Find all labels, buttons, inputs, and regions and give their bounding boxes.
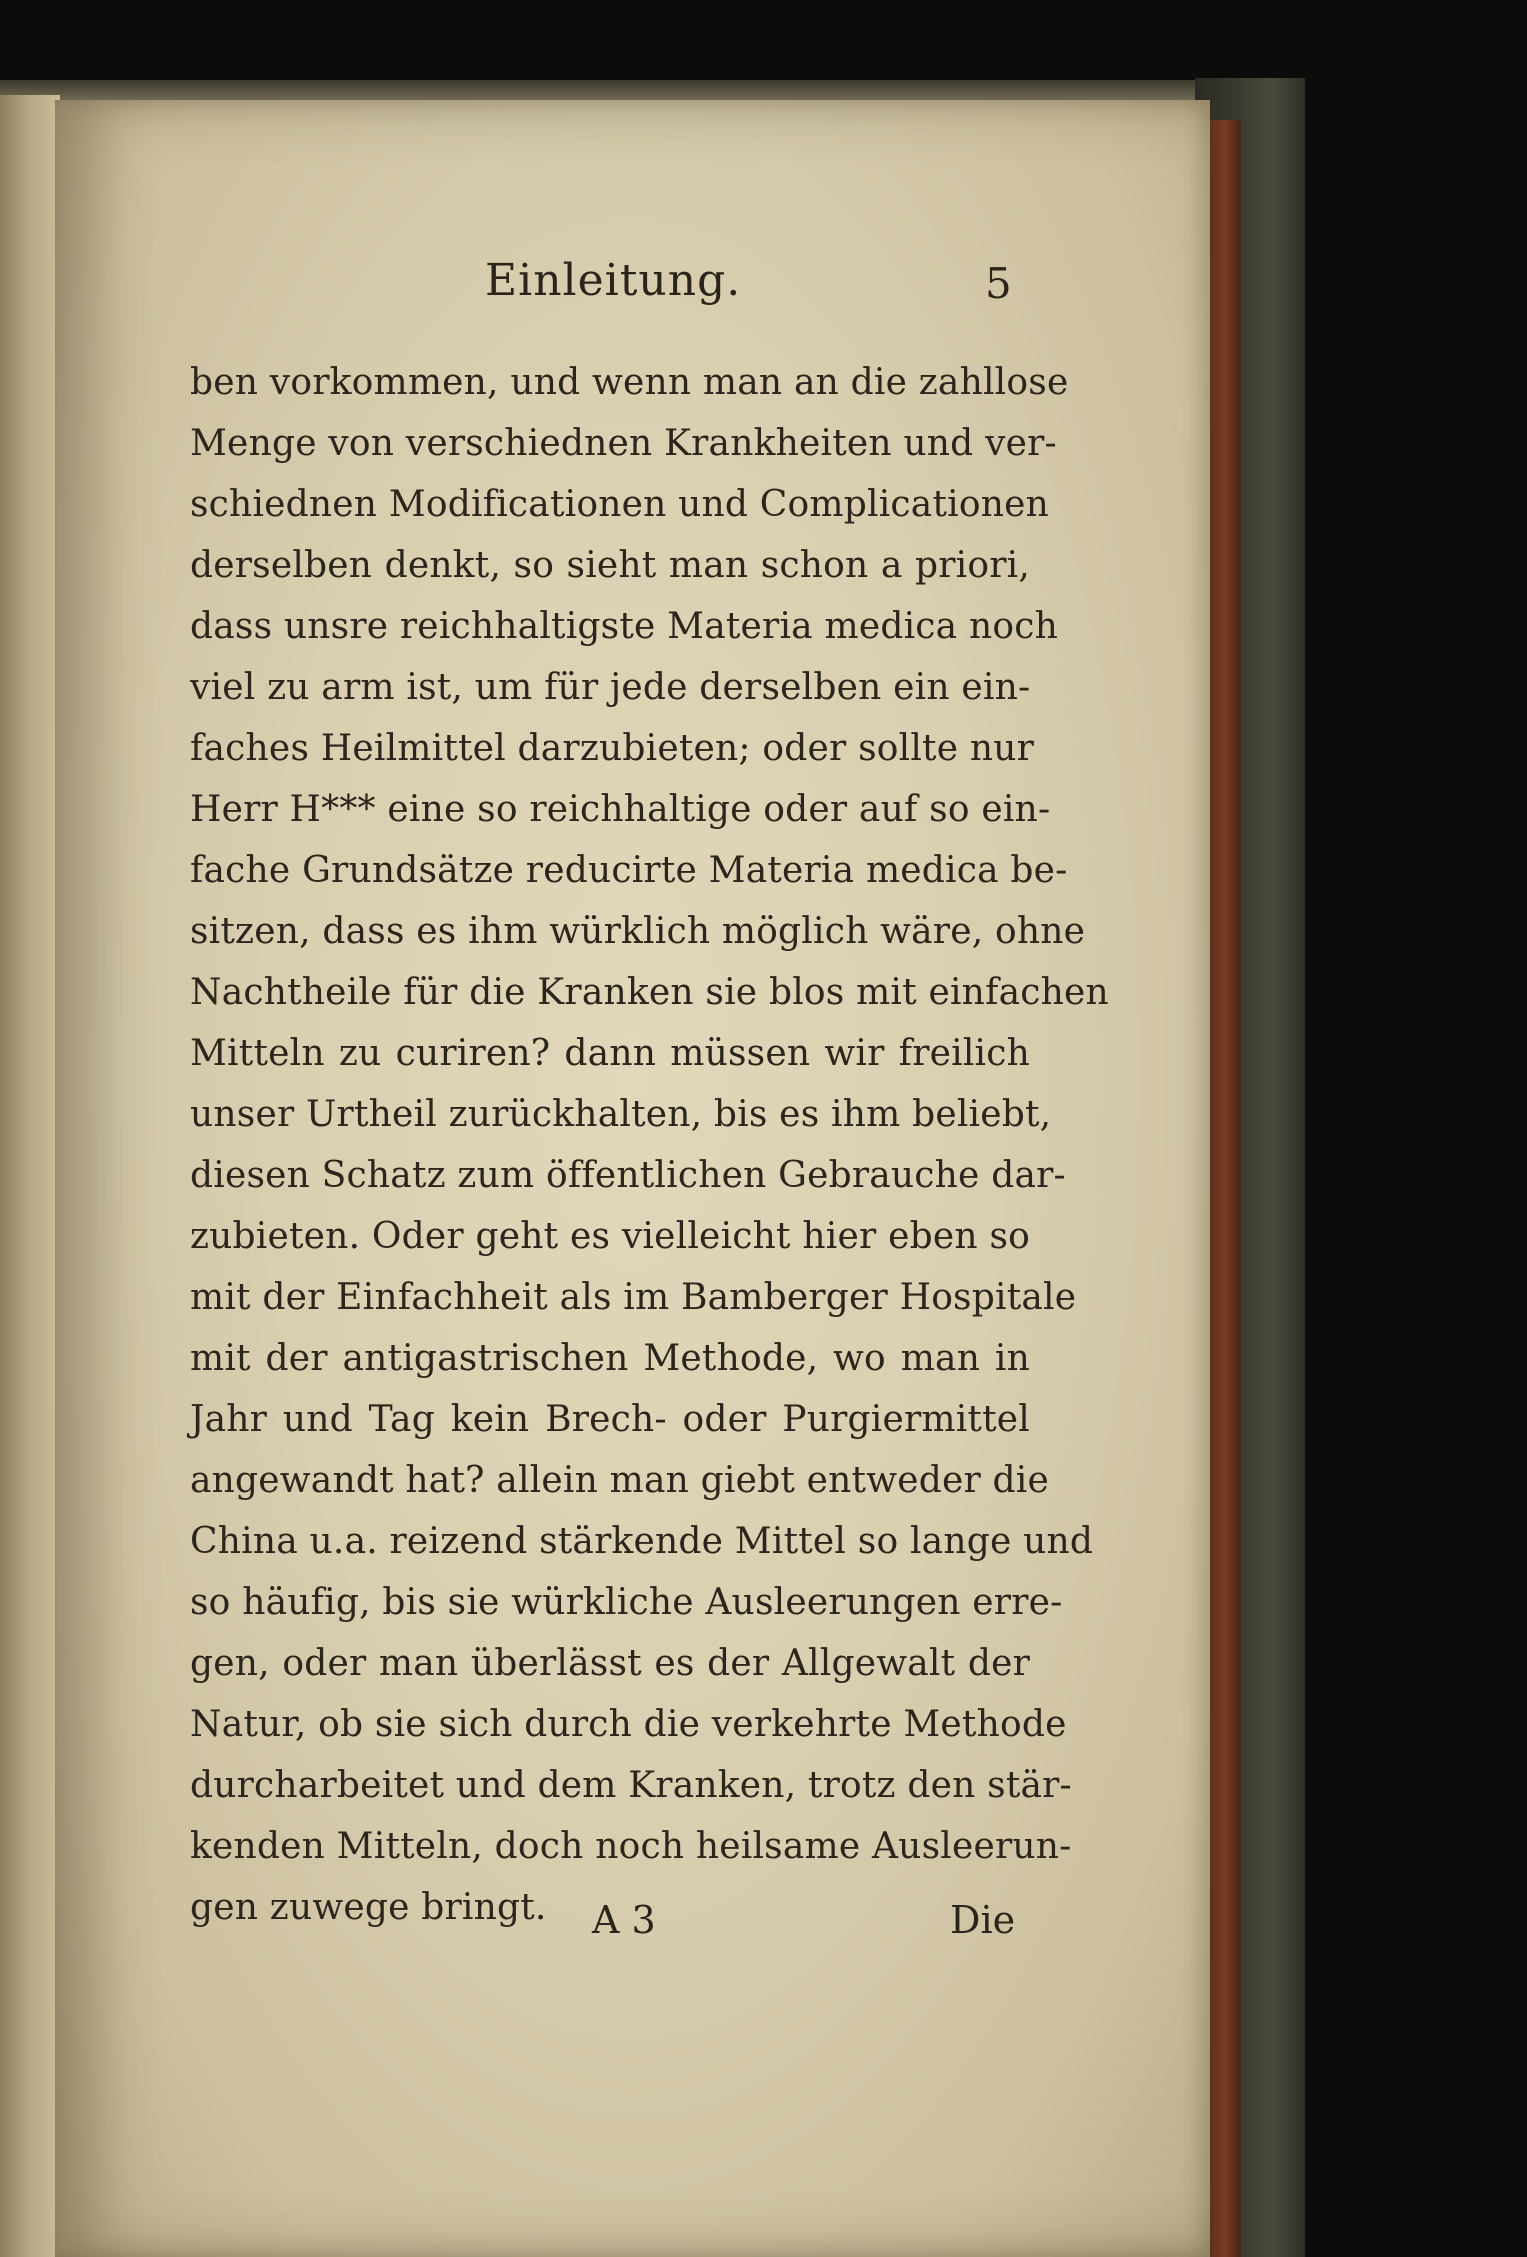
catchword: Die xyxy=(950,1898,1016,1942)
text-line: ben vorkommen, und wenn man an die zahllose xyxy=(190,362,1069,403)
page-number: 5 xyxy=(985,259,1012,308)
text-line: mit der Einfachheit als im Bamberger Hospitale xyxy=(190,1277,1077,1318)
text-line: Mitteln zu curiren? dann müssen wir freilich xyxy=(190,1033,1030,1074)
text-line: derselben denkt, so sieht man schon a priori, xyxy=(190,545,1030,586)
text-line: gen zuwege bringt. xyxy=(190,1887,547,1928)
text-line: sitzen, dass es ihm würklich möglich wäre, ohne xyxy=(190,911,1086,952)
text-line: Natur, ob sie sich durch die verkehrte Methode xyxy=(190,1704,1067,1745)
text-line: durcharbeitet und dem Kranken, trotz den stär- xyxy=(190,1765,1072,1806)
text-line: schiednen Modificationen und Complicationen xyxy=(190,484,1049,525)
text-line: Herr H*** eine so reichhaltige oder auf so ein- xyxy=(190,789,1051,830)
text-line: zubieten. Oder geht es vielleicht hier eben so xyxy=(190,1216,1030,1257)
text-line: fache Grundsätze reducirte Materia medica be- xyxy=(190,850,1068,891)
text-line: faches Heilmittel darzubieten; oder sollte nur xyxy=(190,728,1035,769)
text-line: diesen Schatz zum öffentlichen Gebrauche dar- xyxy=(190,1155,1066,1196)
text-line: Jahr und Tag kein Brech- oder Purgiermittel xyxy=(190,1399,1030,1440)
running-head-title: Einleitung. xyxy=(485,255,742,306)
page-footer xyxy=(0,1898,1527,1958)
text-line: angewandt hat? allein man giebt entweder die xyxy=(190,1460,1050,1501)
text-line: viel zu arm ist, um für jede derselben ein ein- xyxy=(190,667,1031,708)
signature-mark: A 3 xyxy=(592,1898,656,1942)
text-line: mit der antigastrischen Methode, wo man in xyxy=(190,1338,1030,1379)
text-line: kenden Mitteln, doch noch heilsame Ausleerun- xyxy=(190,1826,1072,1867)
text-line: Nachtheile für die Kranken sie blos mit einfachen xyxy=(190,972,1109,1013)
body-text xyxy=(190,352,1109,1938)
text-line: unser Urtheil zurückhalten, bis es ihm beliebt, xyxy=(190,1094,1052,1135)
text-line: dass unsre reichhaltigste Materia medica noch xyxy=(190,606,1058,647)
text-line: China u.a. reizend stärkende Mittel so lange und xyxy=(190,1521,1094,1562)
text-line: gen, oder man überlässt es der Allgewalt der xyxy=(190,1643,1030,1684)
text-line: Menge von verschiednen Krankheiten und ver- xyxy=(190,423,1057,464)
text-line: so häufig, bis sie würkliche Ausleerungen erre- xyxy=(190,1582,1063,1623)
running-head xyxy=(0,255,1527,315)
